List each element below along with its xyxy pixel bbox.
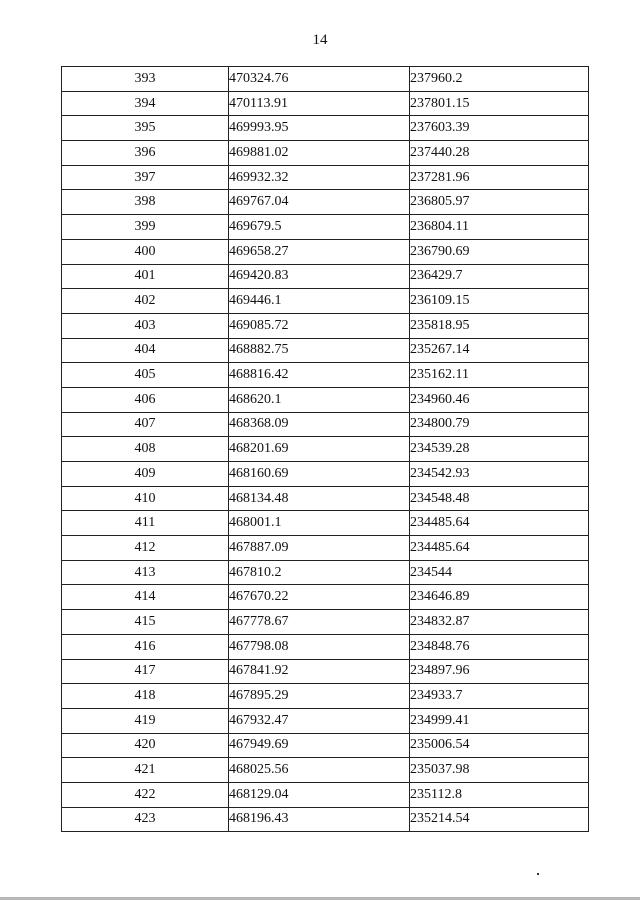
x-coordinate-cell: 469881.02 [229, 141, 410, 166]
x-coordinate-cell: 467670.22 [229, 585, 410, 610]
point-number-cell: 417 [62, 659, 229, 684]
x-coordinate-cell: 469446.1 [229, 289, 410, 314]
y-coordinate-cell: 234832.87 [410, 610, 589, 635]
x-coordinate-cell: 470113.91 [229, 91, 410, 116]
point-number-cell: 423 [62, 807, 229, 832]
page-number: 14 [312, 32, 328, 48]
y-coordinate-cell: 234960.46 [410, 387, 589, 412]
y-coordinate-cell: 237440.28 [410, 141, 589, 166]
table-row [62, 239, 589, 264]
x-coordinate-cell: 469420.83 [229, 264, 410, 289]
point-number-cell: 403 [62, 313, 229, 338]
table-row [62, 708, 589, 733]
table-row [62, 610, 589, 635]
y-coordinate-cell: 234933.7 [410, 684, 589, 709]
table-row [62, 67, 589, 92]
y-coordinate-cell: 237801.15 [410, 91, 589, 116]
y-coordinate-cell: 234485.64 [410, 511, 589, 536]
table-row [62, 634, 589, 659]
x-coordinate-cell: 468129.04 [229, 782, 410, 807]
point-number-cell: 421 [62, 758, 229, 783]
coordinates-table [61, 66, 589, 832]
y-coordinate-cell: 234542.93 [410, 462, 589, 487]
table-row [62, 190, 589, 215]
y-coordinate-cell: 234544 [410, 560, 589, 585]
point-number-cell: 419 [62, 708, 229, 733]
point-number-cell: 398 [62, 190, 229, 215]
table-row [62, 215, 589, 240]
y-coordinate-cell: 234848.76 [410, 634, 589, 659]
table-row [62, 733, 589, 758]
x-coordinate-cell: 469085.72 [229, 313, 410, 338]
table-row [62, 264, 589, 289]
y-coordinate-cell: 237960.2 [410, 67, 589, 92]
point-number-cell: 408 [62, 437, 229, 462]
y-coordinate-cell: 236109.15 [410, 289, 589, 314]
table-row [62, 387, 589, 412]
point-number-cell: 402 [62, 289, 229, 314]
y-coordinate-cell: 235006.54 [410, 733, 589, 758]
x-coordinate-cell: 469679.5 [229, 215, 410, 240]
scan-speck [537, 873, 539, 875]
y-coordinate-cell: 236429.7 [410, 264, 589, 289]
table-row [62, 363, 589, 388]
table-row [62, 659, 589, 684]
x-coordinate-cell: 467778.67 [229, 610, 410, 635]
point-number-cell: 422 [62, 782, 229, 807]
table-row [62, 560, 589, 585]
x-coordinate-cell: 467887.09 [229, 536, 410, 561]
x-coordinate-cell: 468196.43 [229, 807, 410, 832]
table-row [62, 536, 589, 561]
point-number-cell: 401 [62, 264, 229, 289]
point-number-cell: 410 [62, 486, 229, 511]
y-coordinate-cell: 236804.11 [410, 215, 589, 240]
point-number-cell: 397 [62, 165, 229, 190]
x-coordinate-cell: 468160.69 [229, 462, 410, 487]
table-row [62, 313, 589, 338]
y-coordinate-cell: 235267.14 [410, 338, 589, 363]
y-coordinate-cell: 234897.96 [410, 659, 589, 684]
x-coordinate-cell: 469658.27 [229, 239, 410, 264]
x-coordinate-cell: 468620.1 [229, 387, 410, 412]
x-coordinate-cell: 468882.75 [229, 338, 410, 363]
y-coordinate-cell: 235214.54 [410, 807, 589, 832]
point-number-cell: 400 [62, 239, 229, 264]
y-coordinate-cell: 236790.69 [410, 239, 589, 264]
y-coordinate-cell: 235818.95 [410, 313, 589, 338]
point-number-cell: 411 [62, 511, 229, 536]
point-number-cell: 396 [62, 141, 229, 166]
x-coordinate-cell: 467810.2 [229, 560, 410, 585]
y-coordinate-cell: 235112.8 [410, 782, 589, 807]
x-coordinate-cell: 469993.95 [229, 116, 410, 141]
table-row [62, 141, 589, 166]
table-row [62, 437, 589, 462]
x-coordinate-cell: 468816.42 [229, 363, 410, 388]
table-row [62, 511, 589, 536]
table-row [62, 807, 589, 832]
point-number-cell: 399 [62, 215, 229, 240]
point-number-cell: 393 [62, 67, 229, 92]
y-coordinate-cell: 235162.11 [410, 363, 589, 388]
point-number-cell: 406 [62, 387, 229, 412]
point-number-cell: 405 [62, 363, 229, 388]
x-coordinate-cell: 468201.69 [229, 437, 410, 462]
point-number-cell: 418 [62, 684, 229, 709]
point-number-cell: 416 [62, 634, 229, 659]
y-coordinate-cell: 234999.41 [410, 708, 589, 733]
point-number-cell: 404 [62, 338, 229, 363]
point-number-cell: 412 [62, 536, 229, 561]
table-row [62, 165, 589, 190]
table-row [62, 116, 589, 141]
point-number-cell: 394 [62, 91, 229, 116]
table-body [62, 67, 589, 832]
x-coordinate-cell: 468368.09 [229, 412, 410, 437]
y-coordinate-cell: 234485.64 [410, 536, 589, 561]
point-number-cell: 415 [62, 610, 229, 635]
table-row [62, 782, 589, 807]
table-row [62, 758, 589, 783]
x-coordinate-cell: 469767.04 [229, 190, 410, 215]
x-coordinate-cell: 468134.48 [229, 486, 410, 511]
point-number-cell: 409 [62, 462, 229, 487]
y-coordinate-cell: 234646.89 [410, 585, 589, 610]
table-row [62, 684, 589, 709]
x-coordinate-cell: 467895.29 [229, 684, 410, 709]
table-row [62, 486, 589, 511]
x-coordinate-cell: 468025.56 [229, 758, 410, 783]
y-coordinate-cell: 237281.96 [410, 165, 589, 190]
point-number-cell: 420 [62, 733, 229, 758]
y-coordinate-cell: 234539.28 [410, 437, 589, 462]
x-coordinate-cell: 467798.08 [229, 634, 410, 659]
point-number-cell: 407 [62, 412, 229, 437]
table-row [62, 289, 589, 314]
y-coordinate-cell: 234548.48 [410, 486, 589, 511]
point-number-cell: 414 [62, 585, 229, 610]
x-coordinate-cell: 468001.1 [229, 511, 410, 536]
y-coordinate-cell: 237603.39 [410, 116, 589, 141]
x-coordinate-cell: 467932.47 [229, 708, 410, 733]
y-coordinate-cell: 235037.98 [410, 758, 589, 783]
table-row [62, 412, 589, 437]
y-coordinate-cell: 234800.79 [410, 412, 589, 437]
x-coordinate-cell: 469932.32 [229, 165, 410, 190]
point-number-cell: 413 [62, 560, 229, 585]
x-coordinate-cell: 467841.92 [229, 659, 410, 684]
table-row [62, 585, 589, 610]
x-coordinate-cell: 467949.69 [229, 733, 410, 758]
table-row [62, 462, 589, 487]
table-row [62, 338, 589, 363]
point-number-cell: 395 [62, 116, 229, 141]
y-coordinate-cell: 236805.97 [410, 190, 589, 215]
table-row [62, 91, 589, 116]
x-coordinate-cell: 470324.76 [229, 67, 410, 92]
